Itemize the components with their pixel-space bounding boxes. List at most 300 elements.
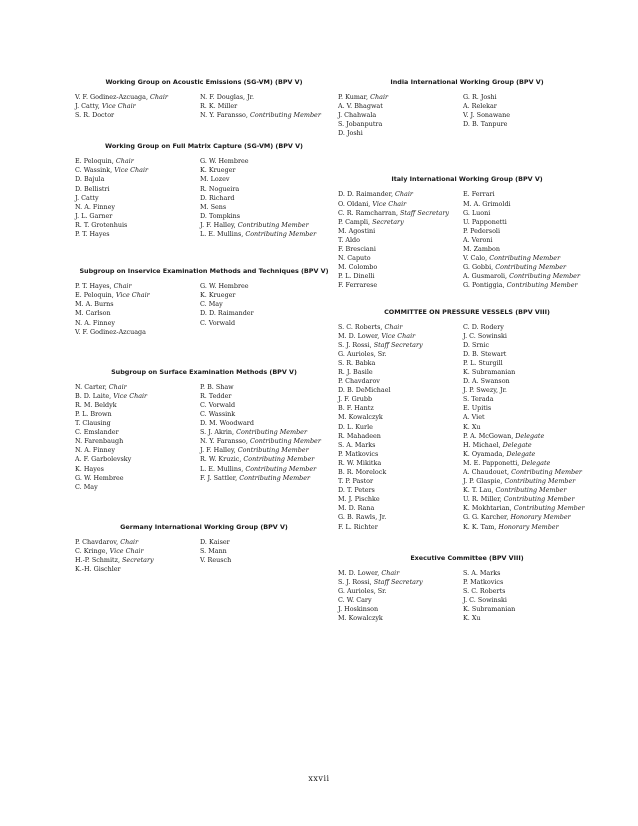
member-grid <box>75 282 333 337</box>
member-entry <box>463 495 596 504</box>
member-role: Contributing Member <box>503 495 575 504</box>
member-list <box>75 157 200 239</box>
member-name: D. A. Swanson <box>463 377 510 386</box>
member-entry <box>463 368 596 377</box>
member-entry <box>463 395 596 404</box>
left-column <box>75 78 333 574</box>
member-entry <box>338 209 463 218</box>
member-entry <box>200 221 333 230</box>
member-entry <box>200 185 333 194</box>
member-name: N. Carter, <box>75 382 107 391</box>
member-name: M. D. Rana <box>338 504 375 513</box>
member-entry <box>463 323 596 332</box>
member-entry <box>463 341 596 350</box>
member-role: Contributing Member <box>243 455 315 464</box>
member-role: Delegate <box>502 440 532 449</box>
member-entry <box>338 190 463 199</box>
member-entry <box>200 474 333 483</box>
section-heading: Working Group on Full Matrix Capture (SG-VM) (BPV V) <box>105 142 303 151</box>
member-name: S. Mann <box>200 546 227 555</box>
member-entry <box>463 569 596 578</box>
member-entry <box>463 468 596 477</box>
member-name: S. J. Rossi, <box>338 340 372 349</box>
member-name: T. Aldo <box>338 235 360 244</box>
member-list <box>463 190 596 290</box>
member-role: Chair <box>384 322 403 331</box>
member-name: A. Gusmaroli, <box>463 272 508 281</box>
member-entry <box>75 392 200 401</box>
member-name: D. Bajula <box>75 175 105 184</box>
member-name: G. Luoni <box>463 208 491 217</box>
member-name: U. Papponetti <box>463 217 507 226</box>
member-name: V. Reusch <box>200 556 232 564</box>
member-entry <box>463 404 596 413</box>
member-entry <box>75 474 200 483</box>
member-role: Vice Chair <box>115 291 150 300</box>
member-entry <box>338 441 463 450</box>
member-name: D. Joshi <box>338 129 363 138</box>
member-name: J. Hoskinson <box>338 605 379 614</box>
member-entry <box>463 218 596 227</box>
member-role: Chair <box>108 382 127 391</box>
member-entry <box>463 386 596 395</box>
member-entry <box>75 428 200 437</box>
member-grid <box>338 323 596 532</box>
member-name: P. A. McGowan, <box>463 431 514 440</box>
member-entry <box>463 441 596 450</box>
member-name: G. Pontiggia, <box>463 281 505 290</box>
member-name: S. A. Marks <box>338 440 376 449</box>
member-entry <box>338 254 463 263</box>
member-name: J. P. Glaspie, <box>463 477 503 486</box>
member-name: B. D. Laite, <box>75 391 112 400</box>
member-entry <box>338 200 463 209</box>
member-name: S. Jobanputra <box>338 120 383 129</box>
member-entry <box>75 419 200 428</box>
member-name: K. Mokhtarian, <box>463 504 512 513</box>
member-entry <box>200 175 333 184</box>
member-name: G. R. Joshi <box>463 93 497 101</box>
member-entry <box>200 383 333 392</box>
member-entry <box>463 578 596 587</box>
member-name: A. V. Bhagwat <box>338 102 383 111</box>
member-name: G. G. Karcher, <box>463 513 509 522</box>
member-name: D. M. Woodward <box>200 419 254 428</box>
member-name: V. F. Godinez-Azcuaga <box>75 327 146 336</box>
member-entry <box>463 209 596 218</box>
member-name: J. L. Garner <box>75 211 113 220</box>
member-entry <box>463 614 596 623</box>
member-entry <box>338 218 463 227</box>
member-role: Vice Chair <box>109 546 144 555</box>
member-entry <box>200 410 333 419</box>
member-role: Contributing Member <box>239 473 311 482</box>
member-role: Contributing Member <box>506 281 578 290</box>
member-role: Vice Chair <box>381 331 416 340</box>
member-name: S. C. Roberts, <box>338 322 383 331</box>
member-role: Secretary <box>122 556 154 564</box>
committee-section <box>75 78 333 120</box>
member-entry <box>200 538 333 547</box>
member-name: D. Tompkins <box>200 211 241 220</box>
member-entry <box>338 596 463 605</box>
member-entry <box>463 190 596 199</box>
member-name: M. Sens <box>200 202 227 211</box>
committee-section <box>75 142 333 239</box>
member-entry <box>75 383 200 392</box>
member-entry <box>338 404 463 413</box>
member-entry <box>463 245 596 254</box>
member-name: D. T. Peters <box>338 486 375 495</box>
member-role: Contributing Member <box>249 437 321 446</box>
member-entry <box>338 605 463 614</box>
member-entry <box>75 319 200 328</box>
member-name: S. R. Babka <box>338 358 376 367</box>
member-entry <box>75 111 200 120</box>
member-name: M. Zambon <box>463 245 500 254</box>
member-entry <box>75 203 200 212</box>
member-name: E. Peloquin, <box>75 291 114 300</box>
member-name: N. A. Finney <box>75 202 116 211</box>
member-entry <box>200 212 333 221</box>
member-name: K. Subramanian <box>463 367 516 376</box>
member-entry <box>75 221 200 230</box>
member-name: O. Oldani, <box>338 199 371 208</box>
member-name: N. Y. Faransso, <box>200 111 248 120</box>
member-name: P. L. Sturgill <box>463 358 503 367</box>
member-entry <box>200 166 333 175</box>
member-name: S. C. Roberts <box>463 586 506 595</box>
section-heading: Subgroup on Surface Examination Methods (BPV V) <box>111 367 297 376</box>
member-name: P. Chavdarov, <box>75 537 119 546</box>
member-name: A. Chaudouet, <box>463 468 510 476</box>
member-entry <box>338 377 463 386</box>
member-list <box>75 93 200 120</box>
member-entry <box>463 450 596 459</box>
member-role: Contributing Member <box>489 254 561 263</box>
member-list <box>338 569 463 624</box>
member-name: T. Clausing <box>75 419 111 428</box>
member-list <box>75 282 200 337</box>
member-entry <box>200 437 333 446</box>
member-list <box>200 383 333 492</box>
member-name: D. Richard <box>200 193 235 202</box>
member-entry <box>200 194 333 203</box>
member-name: K. Hayes <box>75 464 104 473</box>
member-entry <box>463 236 596 245</box>
member-entry <box>75 565 200 574</box>
committee-section <box>75 368 333 492</box>
member-name: M. Colombo <box>338 263 378 272</box>
section-heading: Germany International Working Group (BPV V) <box>120 522 288 531</box>
member-entry <box>200 455 333 464</box>
member-name: K. Subramanian <box>463 605 516 614</box>
member-entry <box>200 419 333 428</box>
member-entry <box>338 111 463 120</box>
member-entry <box>75 300 200 309</box>
member-role: Chair <box>120 537 139 546</box>
member-entry <box>75 556 200 565</box>
member-name: H.-P. Schmitz, <box>75 556 120 564</box>
member-entry <box>338 227 463 236</box>
member-entry <box>338 523 463 532</box>
member-role: Delegate <box>506 449 536 458</box>
member-name: A. F. Garbolevsky <box>75 455 132 464</box>
member-entry <box>338 513 463 522</box>
member-entry <box>75 547 200 556</box>
page-number: xxvii <box>308 774 330 783</box>
member-entry <box>200 428 333 437</box>
member-role: Vice Chair <box>372 199 407 208</box>
member-role: Contributing Member <box>236 428 308 437</box>
member-name: M. A. Burns <box>75 300 114 309</box>
member-name: M. Agostini <box>338 226 376 235</box>
member-list <box>200 538 333 574</box>
member-name: C. Vorwald <box>200 318 236 327</box>
member-name: A. Relekar <box>463 102 497 111</box>
member-role: Contributing Member <box>504 477 576 486</box>
member-name: G. W. Hembree <box>75 473 124 482</box>
member-name: C. Emslander <box>75 428 119 437</box>
member-name: P. L. Dinelli <box>338 272 375 281</box>
member-name: P. B. Shaw <box>200 382 234 391</box>
member-name: N. Y. Faransso, <box>200 437 248 446</box>
member-entry <box>338 281 463 290</box>
member-role: Contributing Member <box>237 220 309 229</box>
member-grid <box>75 538 333 574</box>
member-name: P. Pedersoli <box>463 226 501 235</box>
member-entry <box>463 504 596 513</box>
member-entry <box>463 413 596 422</box>
member-name: K. Xu <box>463 614 481 623</box>
member-name: T. P. Pastor <box>338 477 374 486</box>
member-entry <box>338 504 463 513</box>
member-grid <box>75 157 333 239</box>
member-name: R. K. Miller <box>200 102 238 111</box>
member-name: M. E. Papponetti, <box>463 458 520 467</box>
member-name: R. Tedder <box>200 391 232 400</box>
member-list <box>463 93 596 138</box>
member-entry <box>338 236 463 245</box>
member-entry <box>75 194 200 203</box>
member-name: E. Ferrari <box>463 190 495 199</box>
member-name: D. Srnic <box>463 340 490 349</box>
member-entry <box>463 486 596 495</box>
member-name: K. T. Lau, <box>463 486 494 495</box>
member-entry <box>338 350 463 359</box>
member-name: C. Wassink <box>200 409 236 418</box>
member-name: D. Kaiser <box>200 537 230 546</box>
member-role: Contributing Member <box>237 446 309 455</box>
member-entry <box>200 291 333 300</box>
member-name: F. J. Sattler, <box>200 473 238 482</box>
member-name: M. D. Lower, <box>338 331 380 340</box>
member-name: M. Carlson <box>75 309 111 318</box>
committee-section <box>338 308 596 532</box>
member-entry <box>463 377 596 386</box>
member-name: G. Aurioles, Sr. <box>338 349 387 358</box>
member-entry <box>463 332 596 341</box>
member-entry <box>200 203 333 212</box>
member-list <box>338 93 463 138</box>
member-entry <box>200 157 333 166</box>
section-heading: Working Group on Acoustic Emissions (SG-VM) (BPV V) <box>105 78 303 86</box>
member-entry <box>200 102 333 111</box>
member-role: Staff Secretary <box>373 577 423 586</box>
member-entry <box>463 513 596 522</box>
member-name: K. Krueger <box>200 166 236 175</box>
section-heading: India International Working Group (BPV V) <box>390 78 544 86</box>
member-name: R. Mahadeen <box>338 431 381 440</box>
member-role: Contributing Member <box>495 263 567 272</box>
committee-section <box>338 175 596 290</box>
member-name: P. Campli, <box>338 217 371 226</box>
member-entry <box>338 263 463 272</box>
member-grid <box>338 93 596 138</box>
member-name: S. R. Doctor <box>75 111 115 120</box>
member-entry <box>338 368 463 377</box>
member-entry <box>338 395 463 404</box>
member-role: Delegate <box>515 431 545 440</box>
member-name: J. F. Grubb <box>338 395 373 404</box>
member-list <box>75 538 200 574</box>
member-name: C. W. Cary <box>338 595 372 604</box>
member-name: J. Catty <box>75 193 99 202</box>
member-name: R. Nogueira <box>200 184 240 193</box>
member-entry <box>200 300 333 309</box>
member-list <box>463 569 596 624</box>
member-name: P. T. Hayes <box>75 230 110 239</box>
member-entry <box>338 459 463 468</box>
member-grid <box>75 93 333 120</box>
member-name: M. D. Lower, <box>338 568 380 577</box>
member-name: P. T. Hayes, <box>75 282 112 291</box>
member-name: B. F. Hantz <box>338 404 374 413</box>
member-name: L. E. Mullins, <box>200 464 244 473</box>
section-heading: Subgroup on Inservice Examination Methods and Techniques (BPV V) <box>79 267 329 276</box>
member-name: D. D. Raimander, <box>338 190 393 199</box>
member-role: Contributing Member <box>495 486 567 495</box>
member-name: P. Matkovics <box>338 449 379 458</box>
member-entry <box>75 166 200 175</box>
member-entry <box>75 410 200 419</box>
member-entry <box>338 614 463 623</box>
member-role: Contributing Member <box>511 468 582 476</box>
member-entry <box>75 230 200 239</box>
member-entry <box>338 359 463 368</box>
member-name: N. A. Finney <box>75 318 116 327</box>
member-entry <box>200 547 333 556</box>
member-entry <box>75 437 200 446</box>
member-entry <box>463 93 596 102</box>
member-list <box>338 323 463 532</box>
member-role: Chair <box>381 568 400 577</box>
member-role: Vice Chair <box>101 102 136 111</box>
member-role: Vice Chair <box>114 166 149 175</box>
member-entry <box>463 423 596 432</box>
member-name: C. Vorwald <box>200 400 236 409</box>
member-name: N. Farenbaugh <box>75 437 124 446</box>
member-name: S. A. Marks <box>463 568 501 577</box>
member-entry <box>338 93 463 102</box>
member-name: M. A. Grimoldi <box>463 199 511 208</box>
member-entry <box>75 483 200 492</box>
member-name: P. L. Brown <box>75 409 112 418</box>
member-name: P. Matkovics <box>463 577 504 586</box>
member-entry <box>338 413 463 422</box>
member-entry <box>75 538 200 547</box>
member-entry <box>463 200 596 209</box>
section-heading: Executive Committee (BPV VIII) <box>410 553 524 562</box>
member-name: K. K. Tam, <box>463 522 497 531</box>
member-name: C. May <box>200 300 223 309</box>
member-entry <box>463 227 596 236</box>
committee-section <box>338 554 596 624</box>
member-name: D. B. Stewart <box>463 349 507 358</box>
member-entry <box>463 281 596 290</box>
member-entry <box>338 423 463 432</box>
member-name: P. Chavdarov <box>338 377 380 386</box>
member-role: Vice Chair <box>113 391 148 400</box>
member-entry <box>338 569 463 578</box>
member-entry <box>463 254 596 263</box>
member-name: V. J. Sonawane <box>463 111 511 120</box>
member-name: B. R. Morelock <box>338 468 387 476</box>
right-column <box>338 78 596 623</box>
member-list <box>463 323 596 532</box>
member-entry <box>338 323 463 332</box>
member-name: D. B. Tanpure <box>463 120 508 129</box>
member-name: E. Upitis <box>463 404 492 413</box>
member-name: C. R. Ramcharran, <box>338 208 398 217</box>
member-list <box>200 93 333 120</box>
member-entry <box>338 120 463 129</box>
member-entry <box>338 587 463 596</box>
member-entry <box>75 157 200 166</box>
member-role: Staff Secretary <box>400 208 449 217</box>
member-name: R. W. Mikitka <box>338 458 382 467</box>
committee-section <box>75 523 333 574</box>
member-name: G. B. Rawls, Jr. <box>338 513 387 522</box>
committee-section <box>75 267 333 337</box>
member-list <box>338 190 463 290</box>
member-entry <box>75 446 200 455</box>
member-name: R. T. Grotenhuis <box>75 220 128 229</box>
member-entry <box>338 129 463 138</box>
member-role: Contributing Member <box>245 230 317 239</box>
member-entry <box>463 432 596 441</box>
member-name: J. C. Sowinski <box>463 595 507 604</box>
member-name: K. Krueger <box>200 291 236 300</box>
member-entry <box>338 332 463 341</box>
member-name: D. Bellistri <box>75 184 110 193</box>
member-name: U. R. Miller, <box>463 495 502 504</box>
member-entry <box>463 102 596 111</box>
member-role: Honorary Member <box>510 513 571 522</box>
member-entry <box>463 596 596 605</box>
member-entry <box>75 291 200 300</box>
member-list <box>75 383 200 492</box>
member-role: Contributing Member <box>509 272 581 281</box>
member-entry <box>75 175 200 184</box>
member-entry <box>463 111 596 120</box>
member-name: M. Kowalczyk <box>338 614 383 623</box>
member-name: H. Michael, <box>463 440 501 449</box>
member-name: F. Ferrarese <box>338 281 378 290</box>
member-name: C. Wassink, <box>75 166 113 175</box>
section-heading: COMMITTEE ON PRESSURE VESSELS (BPV VIII) <box>384 307 550 316</box>
member-role: Chair <box>370 93 389 101</box>
